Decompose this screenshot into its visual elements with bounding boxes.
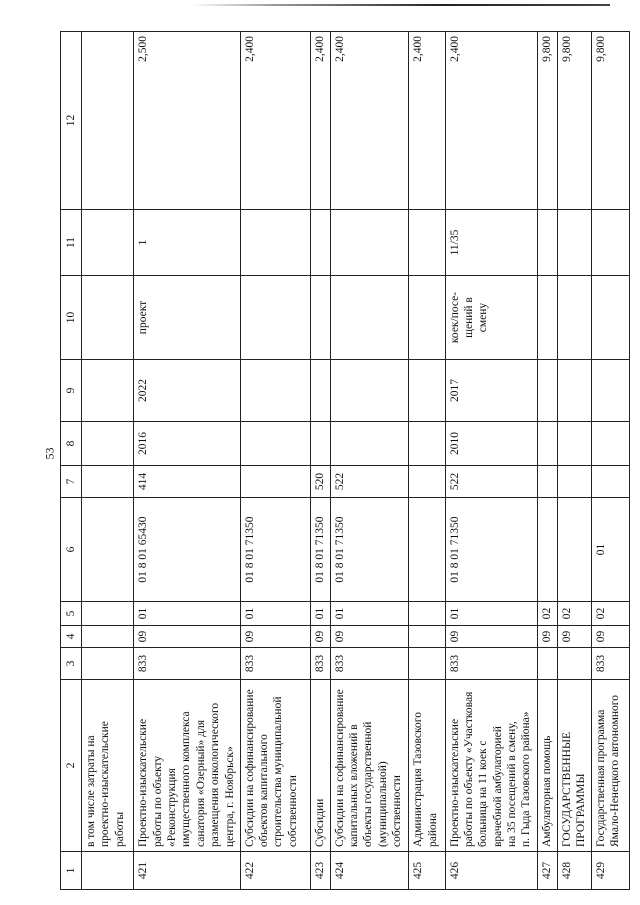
cell-id: 429 [591,852,629,890]
cell-c4: 09 [557,626,591,648]
cell-c11 [557,210,591,276]
cell-c5: 01 [445,602,538,626]
cell-c5: 02 [538,602,558,626]
cell-c6: 01 8 01 71350 [445,498,538,602]
cell-c6 [538,498,558,602]
cell-c12: 9,800 [538,32,558,210]
cell-c9: 2022 [134,360,240,422]
cell-c12: 2,400 [445,32,538,210]
table-row [445,32,538,890]
cell-id: 424 [330,852,409,890]
cell-c6 [409,498,445,602]
table-row [557,32,591,890]
table-row [82,32,134,890]
cell-c7: 414 [134,466,240,498]
cell-c9 [82,360,134,422]
cell-c3 [538,648,558,680]
cell-c3 [557,648,591,680]
cell-c7 [557,466,591,498]
page-number: 53 [42,447,57,460]
cell-name: Государственная программа Ямало-Ненецкого автономного [591,680,629,852]
cell-c12 [82,32,134,210]
cell-c4: 09 [330,626,409,648]
cell-c8 [311,422,331,466]
cell-c6: 01 8 01 71350 [311,498,331,602]
cell-c4: 09 [311,626,331,648]
cell-c10 [311,276,331,360]
cell-c11 [240,210,310,276]
cell-c12: 2,400 [409,32,445,210]
cell-name: Субсидии на софинансирование капитальных вложений в объекты государственной (муниципальной) собственности [330,680,409,852]
column-header-8: 8 [61,422,82,466]
cell-c5 [409,602,445,626]
cell-c3: 833 [311,648,331,680]
cell-c8 [538,422,558,466]
cell-c8 [591,422,629,466]
cell-c3: 833 [591,648,629,680]
cell-id: 423 [311,852,331,890]
cell-c12: 2,500 [134,32,240,210]
cell-c7: 520 [311,466,331,498]
cell-id: 421 [134,852,240,890]
cell-c4 [82,626,134,648]
cell-c12: 2,400 [330,32,409,210]
cell-c3: 833 [445,648,538,680]
cell-c8 [82,422,134,466]
table-row [538,32,558,890]
column-header-4: 4 [61,626,82,648]
cell-c6 [82,498,134,602]
cell-c8 [557,422,591,466]
cell-c11 [591,210,629,276]
cell-id: 426 [445,852,538,890]
cell-c11: 1 [134,210,240,276]
cell-c4: 09 [538,626,558,648]
cell-id: 425 [409,852,445,890]
cell-c3: 833 [330,648,409,680]
cell-c9 [409,360,445,422]
cell-c5: 02 [591,602,629,626]
cell-name: Амбулаторная помощь [538,680,558,852]
cell-c11 [330,210,409,276]
cell-c4: 09 [445,626,538,648]
cell-name: Проектно-изыскательские работы по объекту «Участковая больница на 11 коек с врачебной амбулаторией на 35 посещений в смену, п. Гыда Тазовского района» [445,680,538,852]
cell-c7 [538,466,558,498]
column-header-3: 3 [61,648,82,680]
cell-c9 [538,360,558,422]
cell-c12: 9,800 [591,32,629,210]
header-row [61,32,82,890]
cell-c11 [82,210,134,276]
table-row [311,32,331,890]
cell-c7 [409,466,445,498]
cell-c11 [409,210,445,276]
cell-c7: 522 [330,466,409,498]
cell-c5 [82,602,134,626]
cell-c12: 9,800 [557,32,591,210]
cell-name: ГОСУДАРСТВЕННЫЕ ПРОГРАММЫ [557,680,591,852]
table-row [240,32,310,890]
scan-edge-line [190,4,610,6]
cell-c10 [409,276,445,360]
column-header-10: 10 [61,276,82,360]
column-header-7: 7 [61,466,82,498]
cell-c5: 01 [311,602,331,626]
cell-c10 [240,276,310,360]
column-header-6: 6 [61,498,82,602]
table-row [330,32,409,890]
cell-c7 [82,466,134,498]
cell-c3 [409,648,445,680]
cell-id: 428 [557,852,591,890]
rotated-table-container [60,32,630,890]
cell-c6: 01 8 01 71350 [240,498,310,602]
cell-c10 [591,276,629,360]
table-row [134,32,240,890]
column-header-2: 2 [61,680,82,852]
cell-c9 [591,360,629,422]
cell-c5: 01 [134,602,240,626]
cell-c3 [82,648,134,680]
cell-c3: 833 [134,648,240,680]
cell-c12: 2,400 [240,32,310,210]
cell-c10 [82,276,134,360]
cell-c9: 2017 [445,360,538,422]
cell-c4: 09 [591,626,629,648]
cell-c3: 833 [240,648,310,680]
cell-c4: 09 [240,626,310,648]
cell-c10: проект [134,276,240,360]
cell-c8 [240,422,310,466]
budget-table [60,31,630,890]
cell-name: Субсидии [311,680,331,852]
cell-id: 427 [538,852,558,890]
cell-c10 [557,276,591,360]
cell-c8 [409,422,445,466]
cell-c4 [409,626,445,648]
cell-c5: 02 [557,602,591,626]
cell-name: Субсидии на софинансирование объектов капитального строительства муниципальной собственности [240,680,310,852]
cell-c9 [557,360,591,422]
cell-c5: 01 [240,602,310,626]
cell-c7 [591,466,629,498]
cell-c7: 522 [445,466,538,498]
cell-name: в том числе затраты на проектно-изыскательские работы [82,680,134,852]
cell-c6: 01 8 01 71350 [330,498,409,602]
column-header-1: 1 [61,852,82,890]
cell-c9 [240,360,310,422]
cell-id: 422 [240,852,310,890]
cell-c9 [330,360,409,422]
cell-c8: 2016 [134,422,240,466]
cell-c6: 01 [591,498,629,602]
cell-c11 [311,210,331,276]
column-header-5: 5 [61,602,82,626]
cell-c10: коек/посе- щений в смену [445,276,538,360]
column-header-9: 9 [61,360,82,422]
cell-c10 [330,276,409,360]
cell-id [82,852,134,890]
cell-c11 [538,210,558,276]
cell-name: Проектно-изыскательские работы по объекту «Реконструкция имущественного комплекса санатория «Озерный» для размещения онкологического центра, г. Ноябрьск» [134,680,240,852]
column-header-11: 11 [61,210,82,276]
cell-c5: 01 [330,602,409,626]
cell-c10 [538,276,558,360]
cell-c12: 2,400 [311,32,331,210]
cell-c7 [240,466,310,498]
table-row [409,32,445,890]
table-row [591,32,629,890]
cell-c4: 09 [134,626,240,648]
cell-name: Администрация Тазовского района [409,680,445,852]
cell-c6 [557,498,591,602]
cell-c8: 2010 [445,422,538,466]
cell-c8 [330,422,409,466]
column-header-12: 12 [61,32,82,210]
cell-c9 [311,360,331,422]
cell-c11: 11/35 [445,210,538,276]
cell-c6: 01 8 01 65430 [134,498,240,602]
